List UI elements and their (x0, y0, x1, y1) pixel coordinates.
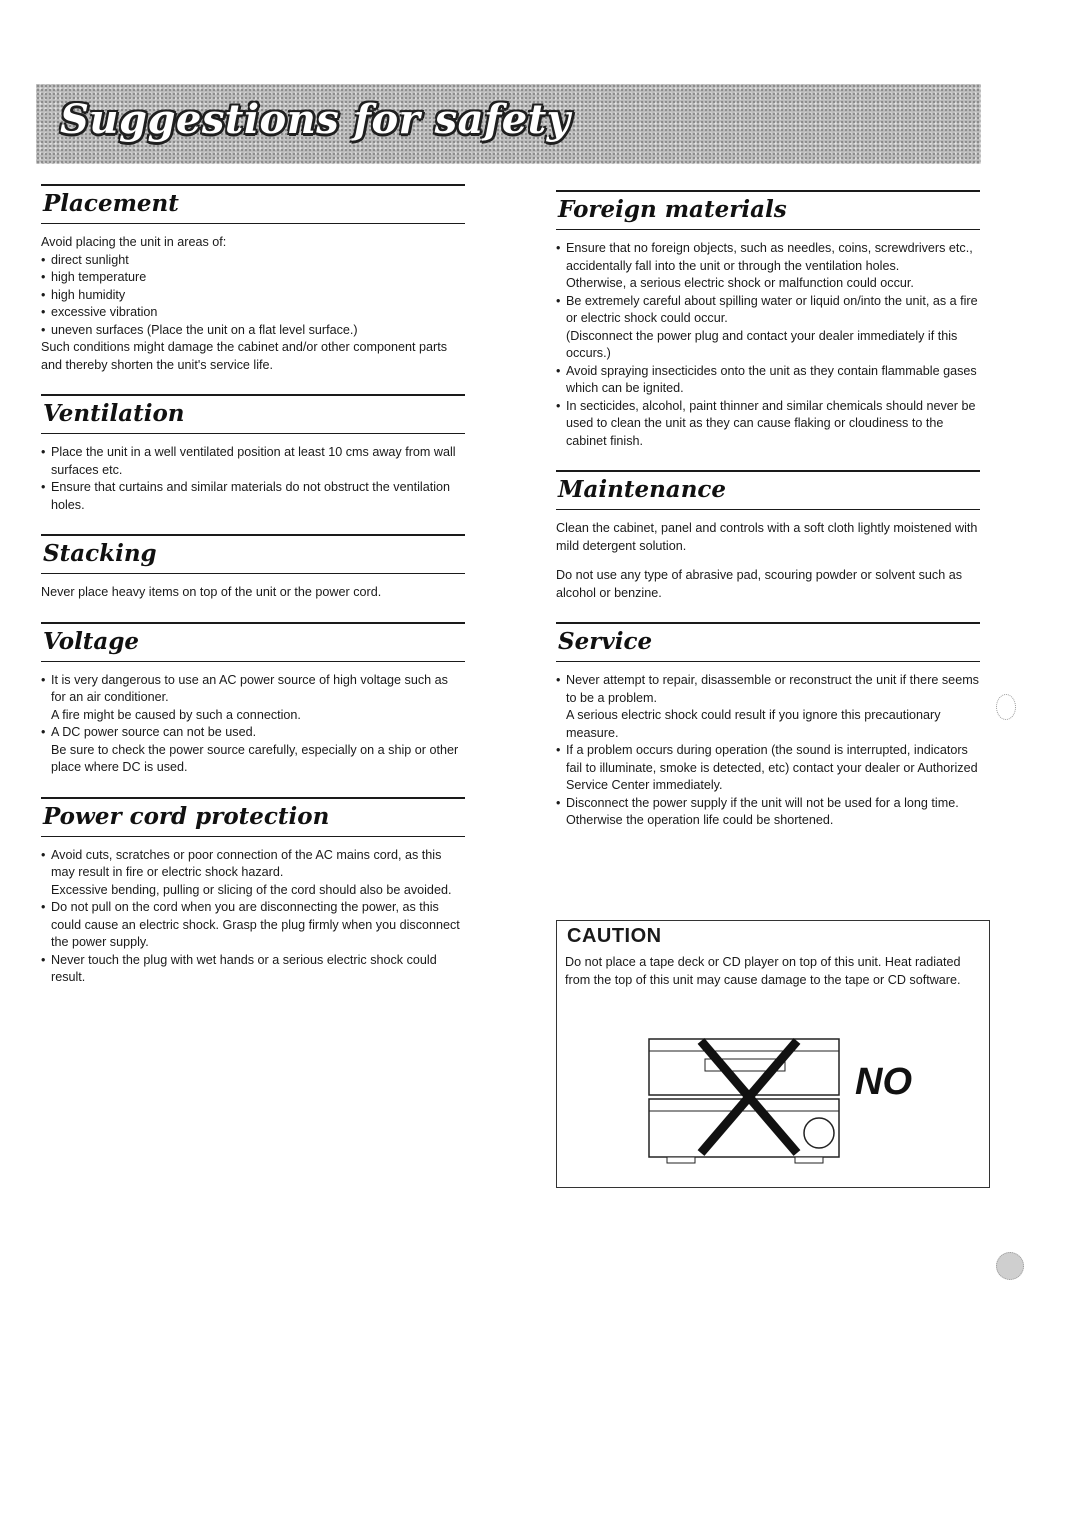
caution-box (556, 920, 990, 1188)
foreign-list-3 (556, 363, 980, 451)
list-item: • Never touch the plug with wet hands or a serious electric shock could result. (41, 952, 465, 987)
service-heading: Service (558, 628, 653, 655)
list-item: • Never attempt to repair, disassemble or reconstruct the unit if there seems to be a problem. (556, 672, 980, 707)
foreign-heading-bar (556, 190, 980, 230)
placement-section (41, 184, 465, 374)
title-banner (36, 84, 981, 164)
foreign-note-2: (Disconnect the power plug and contact your dealer immediately if this occurs.) (566, 328, 958, 360)
voltage-heading-bar (41, 622, 465, 662)
placement-outro: Such conditions might damage the cabinet and/or other component parts and thereby shorten the unit's service life. (41, 340, 448, 372)
caution-text: Do not place a tape deck or CD player on top of this unit. Heat radiated from the top of this unit may cause damage to the tape or CD software. (565, 955, 961, 987)
left-column (41, 184, 465, 1007)
service-list (556, 672, 980, 707)
voltage-list-2 (41, 724, 465, 742)
stacked-devices-crossed-icon (645, 1033, 845, 1178)
stacking-heading-bar (41, 534, 465, 574)
ventilation-section (41, 394, 465, 514)
service-heading-bar (556, 622, 980, 662)
voltage-note-2: Be sure to check the power source carefully, especially on a ship or other place where DC is used. (51, 742, 459, 774)
service-section (556, 622, 980, 830)
list-item: • Avoid spraying insecticides onto the unit as they contain flammable gases which can be ignited. (556, 363, 980, 398)
illustration-svg (645, 1033, 845, 1173)
no-label: NO (855, 1061, 912, 1103)
volume-knob (804, 1118, 834, 1148)
list-item: • Avoid cuts, scratches or poor connection of the AC mains cord, as this may result in fire or electric shock hazard. (41, 847, 465, 882)
placement-intro: Avoid placing the unit in areas of: (41, 235, 227, 249)
right-column (556, 190, 980, 850)
list-item: • Do not pull on the cord when you are disconnecting the power, as this could cause an electric shock. Grasp the plug firmly when you disconnect the power supply. (41, 899, 465, 952)
placement-heading-bar (41, 184, 465, 224)
list-item: • high humidity (41, 287, 465, 305)
ventilation-list (41, 444, 465, 514)
maintenance-heading-bar (556, 470, 980, 510)
list-item: • direct sunlight (41, 252, 465, 270)
list-item: • It is very dangerous to use an AC power source of high voltage such as for an air conditioner. (41, 672, 465, 707)
power-cord-section (41, 797, 465, 987)
service-note-1: A serious electric shock could result if you ignore this precautionary measure. (566, 708, 941, 740)
voltage-heading: Voltage (43, 627, 140, 655)
foreign-list-2 (556, 293, 980, 328)
stacking-section (41, 534, 465, 602)
list-item: • Place the unit in a well ventilated position at least 10 cms away from wall surfaces etc. (41, 444, 465, 479)
placement-list (41, 252, 465, 340)
power-cord-heading-bar (41, 797, 465, 837)
list-item: • Disconnect the power supply if the unit will not be used for a long time. Otherwise the operation life could be shortened. (556, 795, 980, 830)
page-title: Suggestions for safety (60, 96, 571, 143)
stacking-heading: Stacking (43, 540, 157, 567)
foreign-list (556, 240, 980, 275)
voltage-note-1: A fire might be caused by such a connection. (51, 707, 301, 722)
foot-right (795, 1157, 823, 1163)
maintenance-heading: Maintenance (558, 476, 727, 503)
maintenance-para-1: Clean the cabinet, panel and controls with a soft cloth lightly moistened with mild detergent solution. (556, 521, 978, 553)
power-cord-list-2 (41, 899, 465, 987)
list-item: • high temperature (41, 269, 465, 287)
ventilation-heading-bar (41, 394, 465, 434)
list-item: • Be extremely careful about spilling water or liquid on/into the unit, as a fire or electric shock could occur. (556, 293, 980, 328)
foreign-heading: Foreign materials (558, 196, 787, 223)
power-cord-heading: Power cord protection (43, 802, 330, 830)
voltage-list (41, 672, 465, 707)
list-item: • excessive vibration (41, 304, 465, 322)
power-cord-note-1: Excessive bending, pulling or slicing of the cord should also be avoided. (51, 882, 452, 897)
list-item: • If a problem occurs during operation (the sound is interrupted, indicators fail to illuminate, smoke is detected, etc) contact your dealer or Authorized Service Center immediately. (556, 742, 980, 795)
ventilation-heading: Ventilation (43, 400, 185, 427)
maintenance-section (556, 470, 980, 602)
voltage-section (41, 622, 465, 777)
list-item: • A DC power source can not be used. (41, 724, 465, 742)
scan-speck (996, 1252, 1024, 1280)
service-list-2 (556, 742, 980, 830)
foreign-materials-section (556, 190, 980, 450)
stacking-text: Never place heavy items on top of the unit or the power cord. (41, 585, 382, 599)
list-item: • In secticides, alcohol, paint thinner and similar chemicals should never be used to clean the unit as they can cause flaking or cloudiness to the cabinet finish. (556, 398, 980, 451)
list-item: • uneven surfaces (Place the unit on a flat level surface.) (41, 322, 465, 340)
scan-speck (996, 694, 1016, 720)
list-item: • Ensure that no foreign objects, such as needles, coins, screwdrivers etc., accidentally fall into the unit or through the ventilation holes. (556, 240, 980, 275)
foot-left (667, 1157, 695, 1163)
list-item: • Ensure that curtains and similar materials do not obstruct the ventilation holes. (41, 479, 465, 514)
power-cord-list (41, 847, 465, 882)
foreign-note-1: Otherwise, a serious electric shock or malfunction could occur. (566, 276, 914, 290)
maintenance-para-2: Do not use any type of abrasive pad, scouring powder or solvent such as alcohol or benzine. (556, 568, 963, 600)
placement-heading: Placement (43, 190, 179, 217)
caution-title: CAUTION (567, 925, 662, 947)
